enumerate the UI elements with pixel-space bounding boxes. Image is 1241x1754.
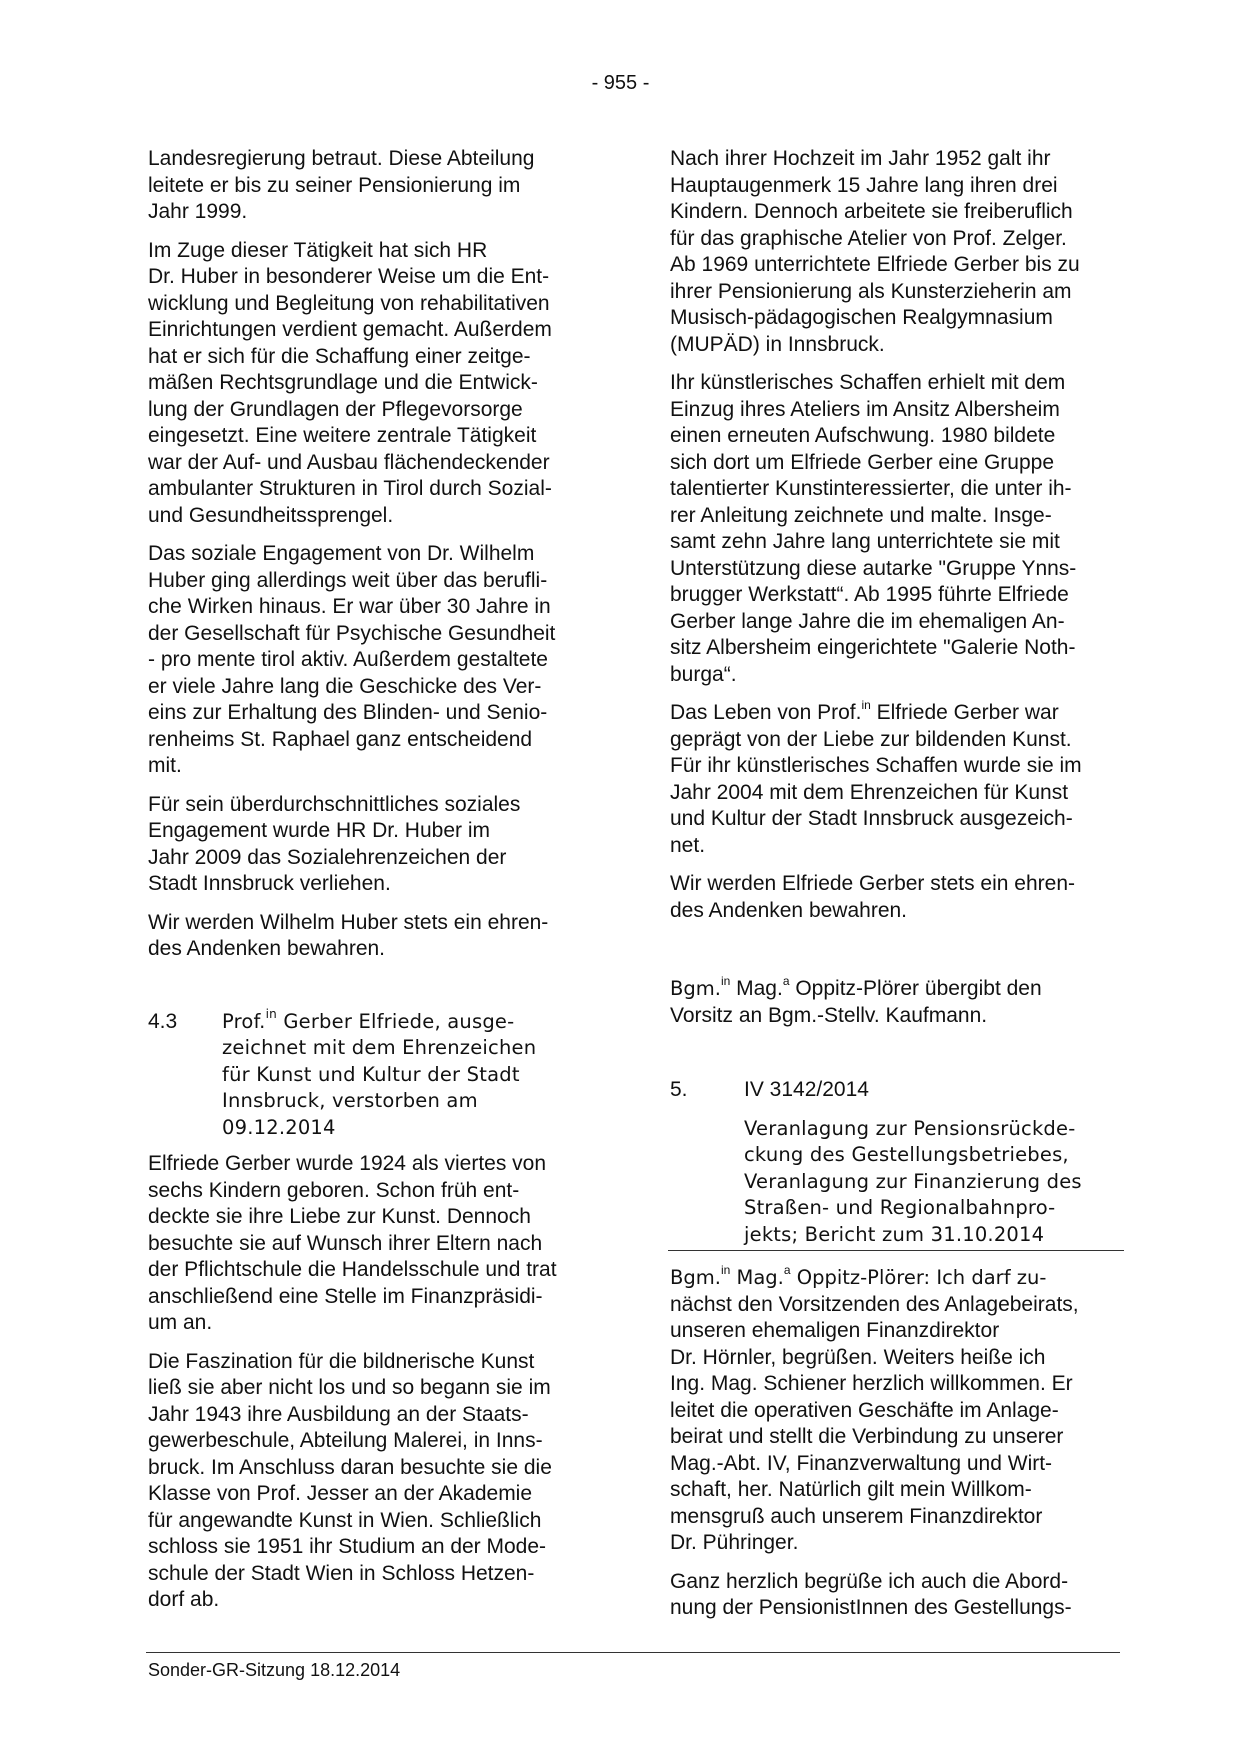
footer-text: Sonder-GR-Sitzung 18.12.2014 — [148, 1660, 401, 1680]
paragraph: Wir werden Wilhelm Huber stets ein ehren- des Andenken bewahren. — [148, 910, 549, 960]
item-reference: IV 3142/2014 — [744, 1078, 869, 1101]
item-number: 5. — [670, 1078, 688, 1101]
paragraph: Elfriede Gerber wurde 1924 als viertes von sechs Kindern geboren. Schon früh ent- deckte sie ihre Liebe zur Kunst. Dennoch besuchte sie auf Wunsch ihrer Eltern nach der Pflichtschule die Handelsschule und trat anschließend eine Stelle im Finanzpräsidi- um an. — [148, 1152, 557, 1334]
item-title: Veranlagung zur Pensionsrückde- ckung des Gestellungsbetriebes, Veranlagung zur Finanzierung des Straßen- und Regionalbahnpro- jekts; Bericht zum 31.10.2014 — [744, 1116, 1082, 1246]
paragraph: Landesregierung betraut. Diese Abteilung leitete er bis zu seiner Pensionierung im Jahr 1999. — [148, 147, 535, 223]
agenda-item-5 — [670, 1077, 1118, 1251]
right-column — [670, 146, 1118, 1634]
left-column — [148, 146, 596, 1626]
agenda-item-4-3 — [148, 1009, 596, 1142]
paragraph: Nach ihrer Hochzeit im Jahr 1952 galt ihr Hauptaugenmerk 15 Jahre lang ihren drei Kindern. Dennoch arbeitete sie freiberuflich für das graphische Atelier von Prof. Zelger. Ab 1969 unterrichtete Elfriede Gerber bis zu ihrer Pensionierung als Kunsterzieherin am Musisch-pädagogischen Realgymnasium (MUPÄD) in Innsbruck. — [670, 147, 1080, 356]
item-title: Prof.$^{in}$ Gerber Elfriede, ausge- zeichnet mit dem Ehrenzeichen für Kunst und Kultur der Stadt Innsbruck, verstorben am 09.12.2014 — [222, 1007, 537, 1139]
paragraph: Das Leben von Prof.$^{in}$ Elfriede Gerber war geprägt von der Liebe zur bildenden Kunst. Für ihr künstlerisches Schaffen wurde sie im Jahr 2004 mit dem Ehrenzeichen für Kunst und Kultur der Stadt Innsbruck ausgezeich- net. — [670, 698, 1082, 857]
paragraph: Die Faszination für die bildnerische Kunst ließ sie aber nicht los und so begann sie im Jahr 1943 ihre Ausbildung an der Staats- gewerbeschule, Abteilung Malerei, in Inns- bruck. Im Anschluss daran besuchte sie die Klasse von Prof. Jesser an der Akademie für angewandte Kunst in Wien. Schließlich schloss sie 1951 ihr Studium an der Mode- schule der Stadt Wien in Schloss Hetzen- dorf ab. — [148, 1349, 552, 1611]
paragraph: Wir werden Elfriede Gerber stets ein ehren- des Andenken bewahren. — [670, 872, 1075, 922]
paragraph: Das soziale Engagement von Dr. Wilhelm Huber ging allerdings weit über das berufli- che Wirken hinaus. Er war über 30 Jahre in der Gesellschaft für Psychische Gesundheit - pro mente tirol aktiv. Außerdem gestaltete er viele Jahre lang die Geschicke des Ver- eins zur Erhaltung des Blinden- und Senio- renheims St. Raphael ganz entscheidend mit. — [148, 542, 556, 777]
paragraph: Ganz herzlich begrüße ich auch die Abord- nung der PensionistInnen des Gestellungs- — [670, 1569, 1072, 1619]
paragraph: Im Zuge dieser Tätigkeit hat sich HR Dr. Huber in besonderer Weise um die Ent- wicklung und Begleitung von rehabilitativen Einrichtungen verdient gemacht. Außerdem hat er sich für die Schaffung einer zeitge- mäßen Rechtsgrundlage und die Entwick- lung der Grundlagen der Pflegevorsorge eingesetzt. Eine weitere zentrale Tätigkeit war der Auf- und Ausbau flächendeckender ambulanter Strukturen in Tirol durch Sozial- und Gesundheitssprengel. — [148, 238, 552, 527]
footer-divider — [146, 1652, 1120, 1653]
item-number: 4.3 — [148, 1009, 178, 1033]
paragraph: Für sein überdurchschnittliches soziales Engagement wurde HR Dr. Huber im Jahr 2009 das Sozialehrenzeichen der Stadt Innsbruck verliehen. — [148, 792, 521, 895]
page-number: - 955 - — [591, 72, 650, 94]
chair-handover: Bgm.$^{in}$ Mag.$^a$ Oppitz-Plörer übergibt den Vorsitz an Bgm.-Stellv. Kaufmann. — [670, 974, 1042, 1027]
paragraph: Ihr künstlerisches Schaffen erhielt mit dem Einzug ihres Ateliers im Ansitz Albersheim einen erneuten Aufschwung. 1980 bildete sich dort um Elfriede Gerber eine Gruppe talentierter Kunstinteressierter, die unter ih- rer Anleitung zeichnete und malte. Insge- samt zehn Jahre lang unterrichtete sie mit Unterstützung diese autarke "Gruppe Ynns- brugger Werkstatt“. Ab 1995 führte Elfriede Gerber lange Jahre die im ehemaligen An- sitz Albersheim eingerichtete "Galerie Noth- burga“. — [670, 371, 1077, 686]
speech-paragraph: Bgm.$^{in}$ Mag.$^a$ Oppitz-Plörer: Ich darf zu- nächst den Vorsitzenden des Anlagebeirats, unseren ehemaligen Finanzdirektor Dr. Hörnler, begrüßen. Weiters heiße ich Ing. Mag. Schiener herzlich willkommen. Er leitet die operativen Geschäfte im Anlage- beirat und stellt die Verbindung zu unserer Mag.-Abt. IV, Finanzverwaltung und Wirt- schaft, her. Natürlich gilt mein Willkom- mensgruß auch unserem Finanzdirektor Dr. Pühringer. — [670, 1263, 1079, 1554]
item-divider — [668, 1250, 1124, 1251]
